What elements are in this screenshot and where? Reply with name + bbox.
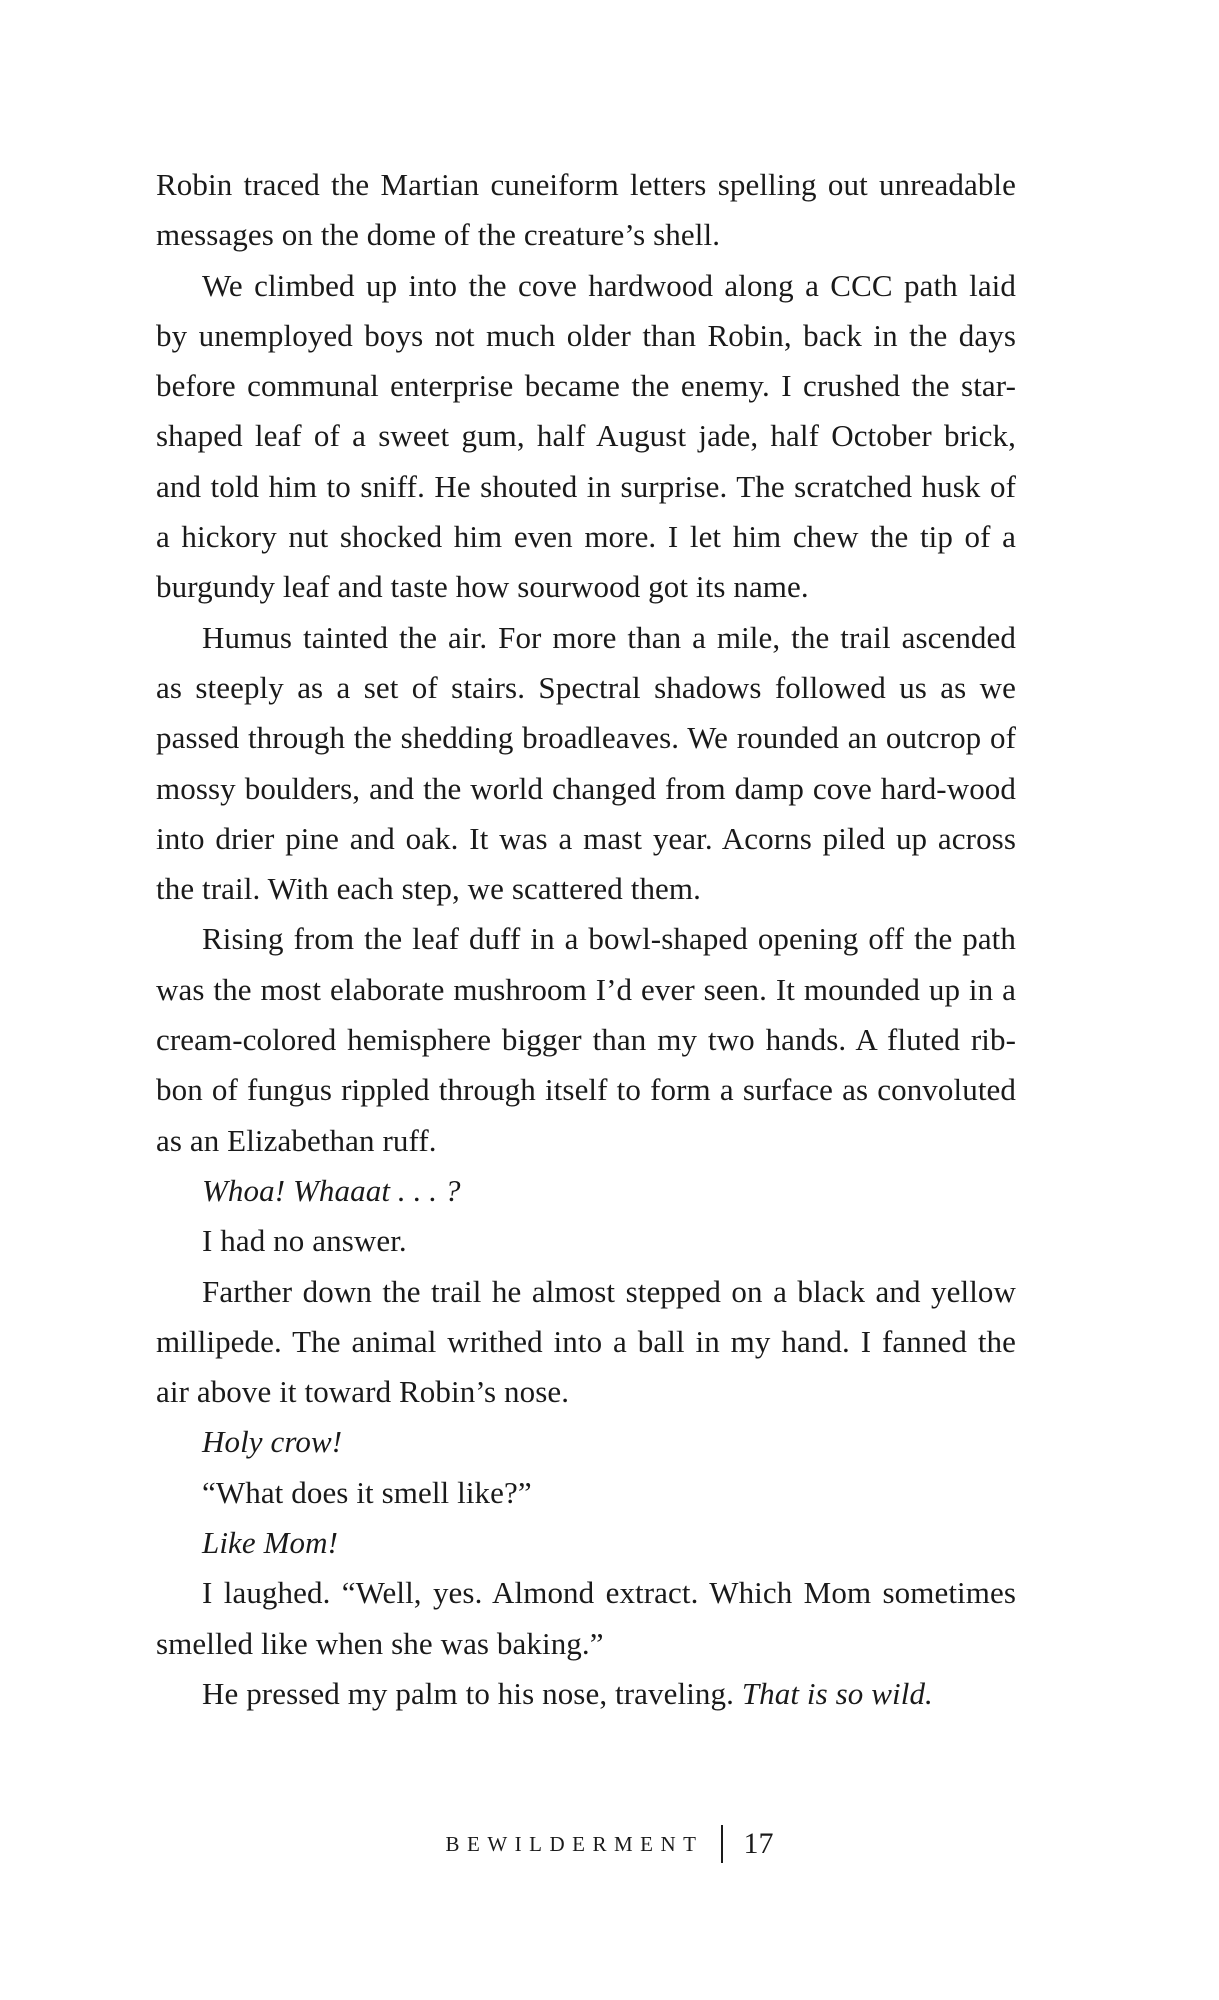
paragraph-4: Rising from the leaf duff in a bowl-shaped opening off the path was the most elaborate mushroom I’d ever seen. It mounded up in a cream-colored hemisphere bigger than my two hands. A fluted rib-bon of fungus rippled through itself to form a surface as convoluted as an Elizabethan ruff. bbox=[156, 921, 1016, 1158]
paragraph-7-millipede: Farther down the trail he almost stepped on a black and yellow millipede. The animal writhed into a ball in my hand. I fanned the air above it toward Robin’s nose. bbox=[156, 1273, 1016, 1410]
paragraph-10-like-mom: Like Mom! bbox=[202, 1525, 339, 1561]
paragraph-3: Humus tainted the air. For more than a mile, the trail ascended as steeply as a set of stairs. Spectral shadows followed us as we passed through the shedding broadleaves. We rounded an outcrop of mossy boulders, and the world changed from damp cove hard-wood into drier pine and oak. It was a mast year. Acorns piled up across the trail. With each step, we scattered them. bbox=[156, 619, 1016, 907]
body-text bbox=[156, 160, 1016, 1719]
paragraph-2: We climbed up into the cove hardwood along a CCC path laid by unemployed boys not much older than Robin, back in the days before communal enterprise became the enemy. I crushed the star-shaped leaf of a sweet gum, half August jade, half October brick, and told him to sniff. He shouted in surprise. The scratched husk of a hickory nut shocked him even more. I let him chew the tip of a burgundy leaf and taste how sourwood got its name. bbox=[156, 267, 1016, 605]
page-footer bbox=[0, 1822, 1219, 1866]
paragraph-12-last bbox=[156, 1669, 1016, 1719]
paragraph-9-question: “What does it smell like?” bbox=[202, 1474, 532, 1510]
paragraph-5-whoa: Whoa! Whaaat . . . ? bbox=[202, 1172, 461, 1208]
page-number: 17 bbox=[743, 1827, 774, 1860]
paragraph-6-no-answer: I had no answer. bbox=[202, 1223, 407, 1259]
last-paragraph-italic: That is so wild. bbox=[741, 1675, 933, 1711]
footer-divider bbox=[721, 1825, 723, 1863]
paragraph-11-laughed: I laughed. “Well, yes. Almond extract. Which Mom sometimes smelled like when she was baking.” bbox=[156, 1575, 1016, 1661]
paragraph-1: Robin traced the Martian cuneiform letters spelling out unreadable messages on the dome of the creature’s shell. bbox=[156, 167, 1016, 253]
paragraph-8-holy-crow: Holy crow! bbox=[202, 1424, 343, 1460]
running-head: BEWILDERMENT bbox=[445, 1831, 704, 1856]
last-paragraph-plain: He pressed my palm to his nose, traveling. bbox=[202, 1675, 742, 1711]
